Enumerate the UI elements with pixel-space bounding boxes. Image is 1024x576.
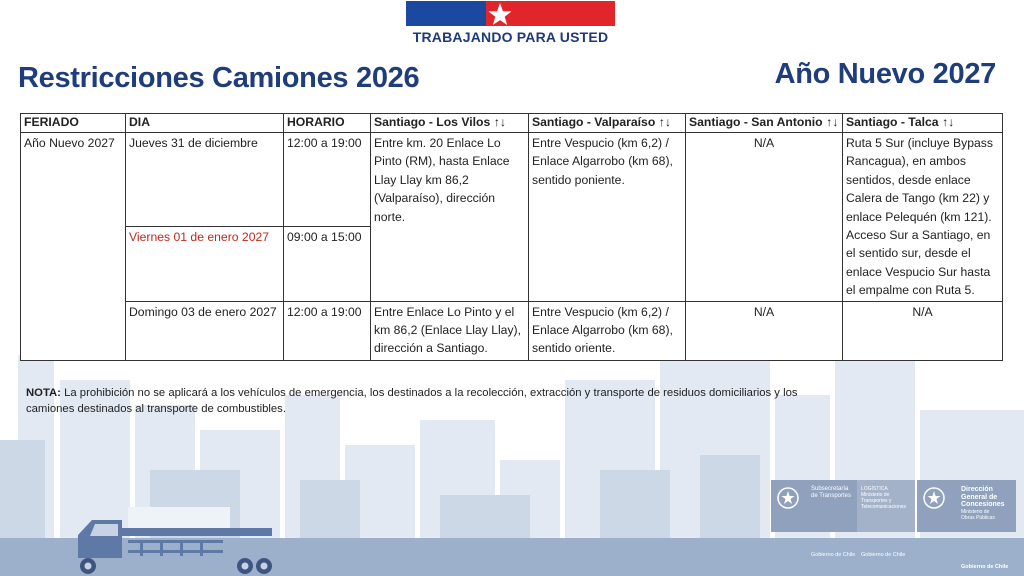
feriado-cell: Año Nuevo 2027 — [21, 133, 126, 361]
note — [26, 386, 846, 417]
column-header-san-antonio: Santiago - San Antonio ↑↓ — [686, 114, 843, 133]
horario-cell: 09:00 a 15:00 — [284, 226, 371, 301]
gobierno-label: Gobierno de Chile — [961, 564, 1009, 570]
logo-line: LOGÍSTICA — [861, 486, 888, 492]
holiday-title: Año Nuevo 2027 — [774, 58, 996, 90]
logo-line: General de — [961, 493, 998, 501]
talca-cell: Ruta 5 Sur (incluye Bypass Rancagua), en ambos sentidos, desde enlace Calera de Tango (km 22) y enlace Pelequén (km 121). Acceso Sur a Santiago, en el sentido sur, desde el enlace Vespucio Sur hasta el empalme con Ruta 5. — [843, 133, 1003, 302]
logo-line: Transportes y — [861, 498, 892, 504]
logo-line: Ministerio de — [961, 508, 990, 515]
chile-crest-icon — [776, 486, 800, 510]
logo-line: de Transportes — [811, 493, 852, 499]
slogan: TRABAJANDO PARA USTED — [412, 29, 609, 45]
government-banner — [406, 1, 615, 45]
logo-subsecretaria — [771, 480, 857, 558]
logo-logistica — [857, 480, 915, 558]
logo-line: Concesiones — [961, 501, 1005, 508]
talca-cell: N/A — [843, 301, 1003, 360]
horario-cell: 12:00 a 19:00 — [284, 133, 371, 227]
table-row — [21, 133, 1003, 227]
gobierno-label: Gobierno de Chile — [861, 552, 906, 558]
column-header-talca: Santiago - Talca ↑↓ — [843, 114, 1003, 133]
valparaiso-cell: Entre Vespucio (km 6,2) / Enlace Algarrobo (km 68), sentido poniente. — [529, 133, 686, 302]
logo-line: Telecomunicaciones — [861, 504, 907, 510]
table-header-row — [21, 114, 1003, 133]
dia-cell: Viernes 01 de enero 2027 — [126, 226, 284, 301]
logo-line: Dirección — [961, 486, 993, 493]
table-row — [21, 301, 1003, 360]
column-header-feriado: FERIADO — [21, 114, 126, 133]
dia-cell: Jueves 31 de diciembre — [126, 133, 284, 227]
horario-cell: 12:00 a 19:00 — [284, 301, 371, 360]
note-label: NOTA: — [26, 387, 61, 399]
dia-cell: Domingo 03 de enero 2027 — [126, 301, 284, 360]
valparaiso-cell: Entre Vespucio (km 6,2) / Enlace Algarrobo (km 68), sentido oriente. — [529, 301, 686, 360]
column-header-los-vilos: Santiago - Los Vilos ↑↓ — [371, 114, 529, 133]
los-vilos-cell: Entre km. 20 Enlace Lo Pinto (RM), hasta Enlace Llay Llay km 86,2 (Valparaíso), dirección norte. — [371, 133, 529, 302]
page-title: Restricciones Camiones 2026 — [18, 62, 420, 94]
san-antonio-cell: N/A — [686, 301, 843, 360]
column-header-valparaiso: Santiago - Valparaíso ↑↓ — [529, 114, 686, 133]
note-text: La prohibición no se aplicará a los vehículos de emergencia, los destinados a la recolección, extracción y transporte de residuos domiciliarios y los camiones destinados al transporte de combustibles. — [26, 387, 798, 415]
logo-concesiones — [917, 480, 1016, 570]
column-header-dia: DIA — [126, 114, 284, 133]
chile-flag-icon — [406, 1, 615, 26]
column-header-horario: HORARIO — [284, 114, 371, 133]
institution-logos — [771, 480, 1016, 574]
logo-line: Subsecretaría — [811, 486, 849, 492]
gobierno-label: Gobierno de Chile — [811, 552, 856, 558]
restrictions-table — [20, 113, 1003, 361]
los-vilos-cell: Entre Enlace Lo Pinto y el km 86,2 (Enlace Llay Llay), dirección a Santiago. — [371, 301, 529, 360]
logo-line: Obras Públicas — [961, 514, 995, 521]
san-antonio-cell: N/A — [686, 133, 843, 302]
logo-line: Ministerio de — [861, 492, 890, 498]
chile-crest-icon — [922, 486, 946, 510]
